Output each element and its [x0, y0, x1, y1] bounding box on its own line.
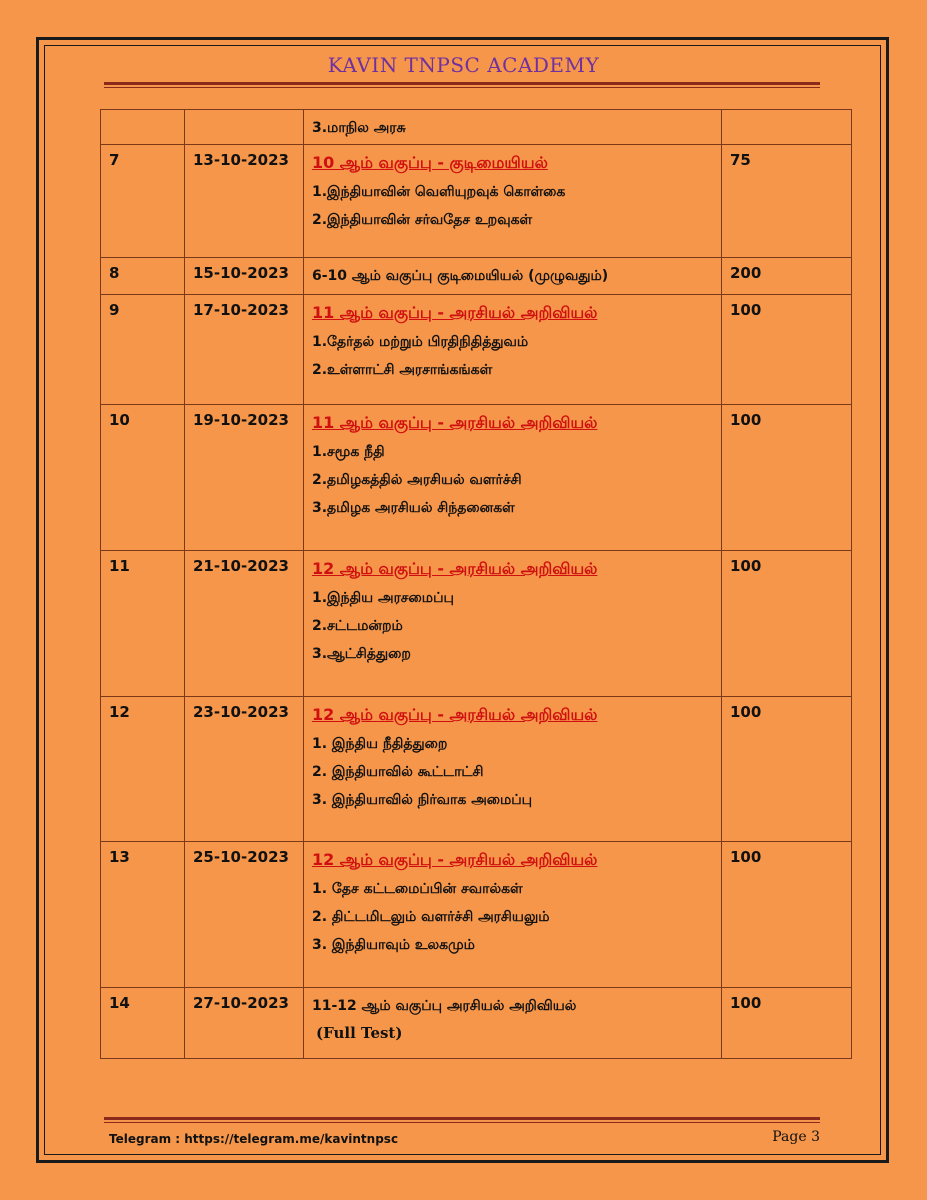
topic-item: 2.உள்ளாட்சி அரசாங்கங்கள் — [312, 362, 493, 378]
telegram-link[interactable]: Telegram : https://telegram.me/kavintnpsc — [109, 1132, 399, 1146]
table-row — [101, 697, 852, 842]
serial-cell: 14 — [101, 988, 185, 1059]
topic-heading: 12 ஆம் வகுப்பு - அரசியல் அறிவியல் — [312, 559, 598, 578]
topic-cell — [304, 110, 722, 145]
topic-cell — [304, 145, 722, 258]
topic-heading: 12 ஆம் வகுப்பு - அரசியல் அறிவியல் — [312, 850, 598, 869]
topic-heading: 10 ஆம் வகுப்பு - குடிமையியல் — [312, 153, 548, 172]
marks-cell: 100 — [722, 988, 852, 1059]
table-row — [101, 295, 852, 405]
date-cell: 19-10-2023 — [185, 405, 304, 551]
topic-item: 1.சமூக நீதி — [312, 444, 385, 460]
topic-item: 3.தமிழக அரசியல் சிந்தனைகள் — [312, 500, 515, 516]
topic-cell — [304, 405, 722, 551]
topic-item: 6-10 ஆம் வகுப்பு குடிமையியல் (முழுவதும்) — [312, 268, 609, 284]
header-rule-thick — [104, 82, 820, 85]
date-cell: 21-10-2023 — [185, 551, 304, 697]
topic-item: 1.இந்தியாவின் வெளியுறவுக் கொள்கை — [312, 184, 566, 200]
topic-item: 1. தேச கட்டமைப்பின் சவால்கள் — [312, 881, 523, 897]
full-test-label: (Full Test) — [316, 1024, 403, 1042]
topic-heading: 11 ஆம் வகுப்பு - அரசியல் அறிவியல் — [312, 413, 598, 432]
footer-rule-thin — [104, 1122, 820, 1123]
topic-cell — [304, 258, 722, 295]
topic-item: 11-12 ஆம் வகுப்பு அரசியல் அறிவியல் — [312, 998, 577, 1014]
topic-item: 2.தமிழகத்தில் அரசியல் வளர்ச்சி — [312, 472, 522, 488]
page-title: KAVIN TNPSC ACADEMY — [327, 53, 600, 77]
marks-cell: 200 — [722, 258, 852, 295]
date-cell: 15-10-2023 — [185, 258, 304, 295]
topic-item: 1.தேர்தல் மற்றும் பிரதிநிதித்துவம் — [312, 334, 529, 350]
topic-item: 2.சட்டமன்றம் — [312, 618, 403, 634]
topic-heading: 12 ஆம் வகுப்பு - அரசியல் அறிவியல் — [312, 705, 598, 724]
serial-cell: 11 — [101, 551, 185, 697]
serial-cell: 9 — [101, 295, 185, 405]
schedule-table — [100, 109, 852, 1059]
topic-cell — [304, 551, 722, 697]
table-row — [101, 110, 852, 145]
table-row — [101, 258, 852, 295]
table-row — [101, 145, 852, 258]
topic-cell — [304, 842, 722, 988]
table-row — [101, 405, 852, 551]
serial-cell: 13 — [101, 842, 185, 988]
serial-cell — [101, 110, 185, 145]
topic-item: 1. இந்திய நீதித்துறை — [312, 736, 448, 752]
table-row — [101, 988, 852, 1059]
marks-cell: 75 — [722, 145, 852, 258]
topic-item: 3. இந்தியாவும் உலகமும் — [312, 937, 475, 953]
topic-cell — [304, 988, 722, 1059]
marks-cell: 100 — [722, 842, 852, 988]
marks-cell: 100 — [722, 295, 852, 405]
header-rule-thin — [104, 87, 820, 88]
marks-cell: 100 — [722, 551, 852, 697]
topic-cell — [304, 295, 722, 405]
date-cell: 17-10-2023 — [185, 295, 304, 405]
marks-cell — [722, 110, 852, 145]
date-cell: 25-10-2023 — [185, 842, 304, 988]
topic-item: 3.மாநில அரசு — [312, 120, 406, 136]
topic-item: 2. இந்தியாவில் கூட்டாட்சி — [312, 764, 484, 780]
date-cell — [185, 110, 304, 145]
topic-heading: 11 ஆம் வகுப்பு - அரசியல் அறிவியல் — [312, 303, 598, 322]
marks-cell: 100 — [722, 405, 852, 551]
table-row — [101, 551, 852, 697]
topic-item: 1.இந்திய அரசமைப்பு — [312, 590, 454, 606]
serial-cell: 7 — [101, 145, 185, 258]
marks-cell: 100 — [722, 697, 852, 842]
date-cell: 27-10-2023 — [185, 988, 304, 1059]
topic-item: 3.ஆட்சித்துறை — [312, 646, 411, 662]
topic-item: 3. இந்தியாவில் நிர்வாக அமைப்பு — [312, 792, 533, 808]
serial-cell: 8 — [101, 258, 185, 295]
footer-rule-thick — [104, 1117, 820, 1120]
topic-item: 2. திட்டமிடலும் வளர்ச்சி அரசியலும் — [312, 909, 550, 925]
serial-cell: 10 — [101, 405, 185, 551]
serial-cell: 12 — [101, 697, 185, 842]
table-row — [101, 842, 852, 988]
page-number: Page 3 — [772, 1129, 820, 1145]
topic-cell — [304, 697, 722, 842]
topic-item: 2.இந்தியாவின் சர்வதேச உறவுகள் — [312, 212, 533, 228]
date-cell: 23-10-2023 — [185, 697, 304, 842]
date-cell: 13-10-2023 — [185, 145, 304, 258]
